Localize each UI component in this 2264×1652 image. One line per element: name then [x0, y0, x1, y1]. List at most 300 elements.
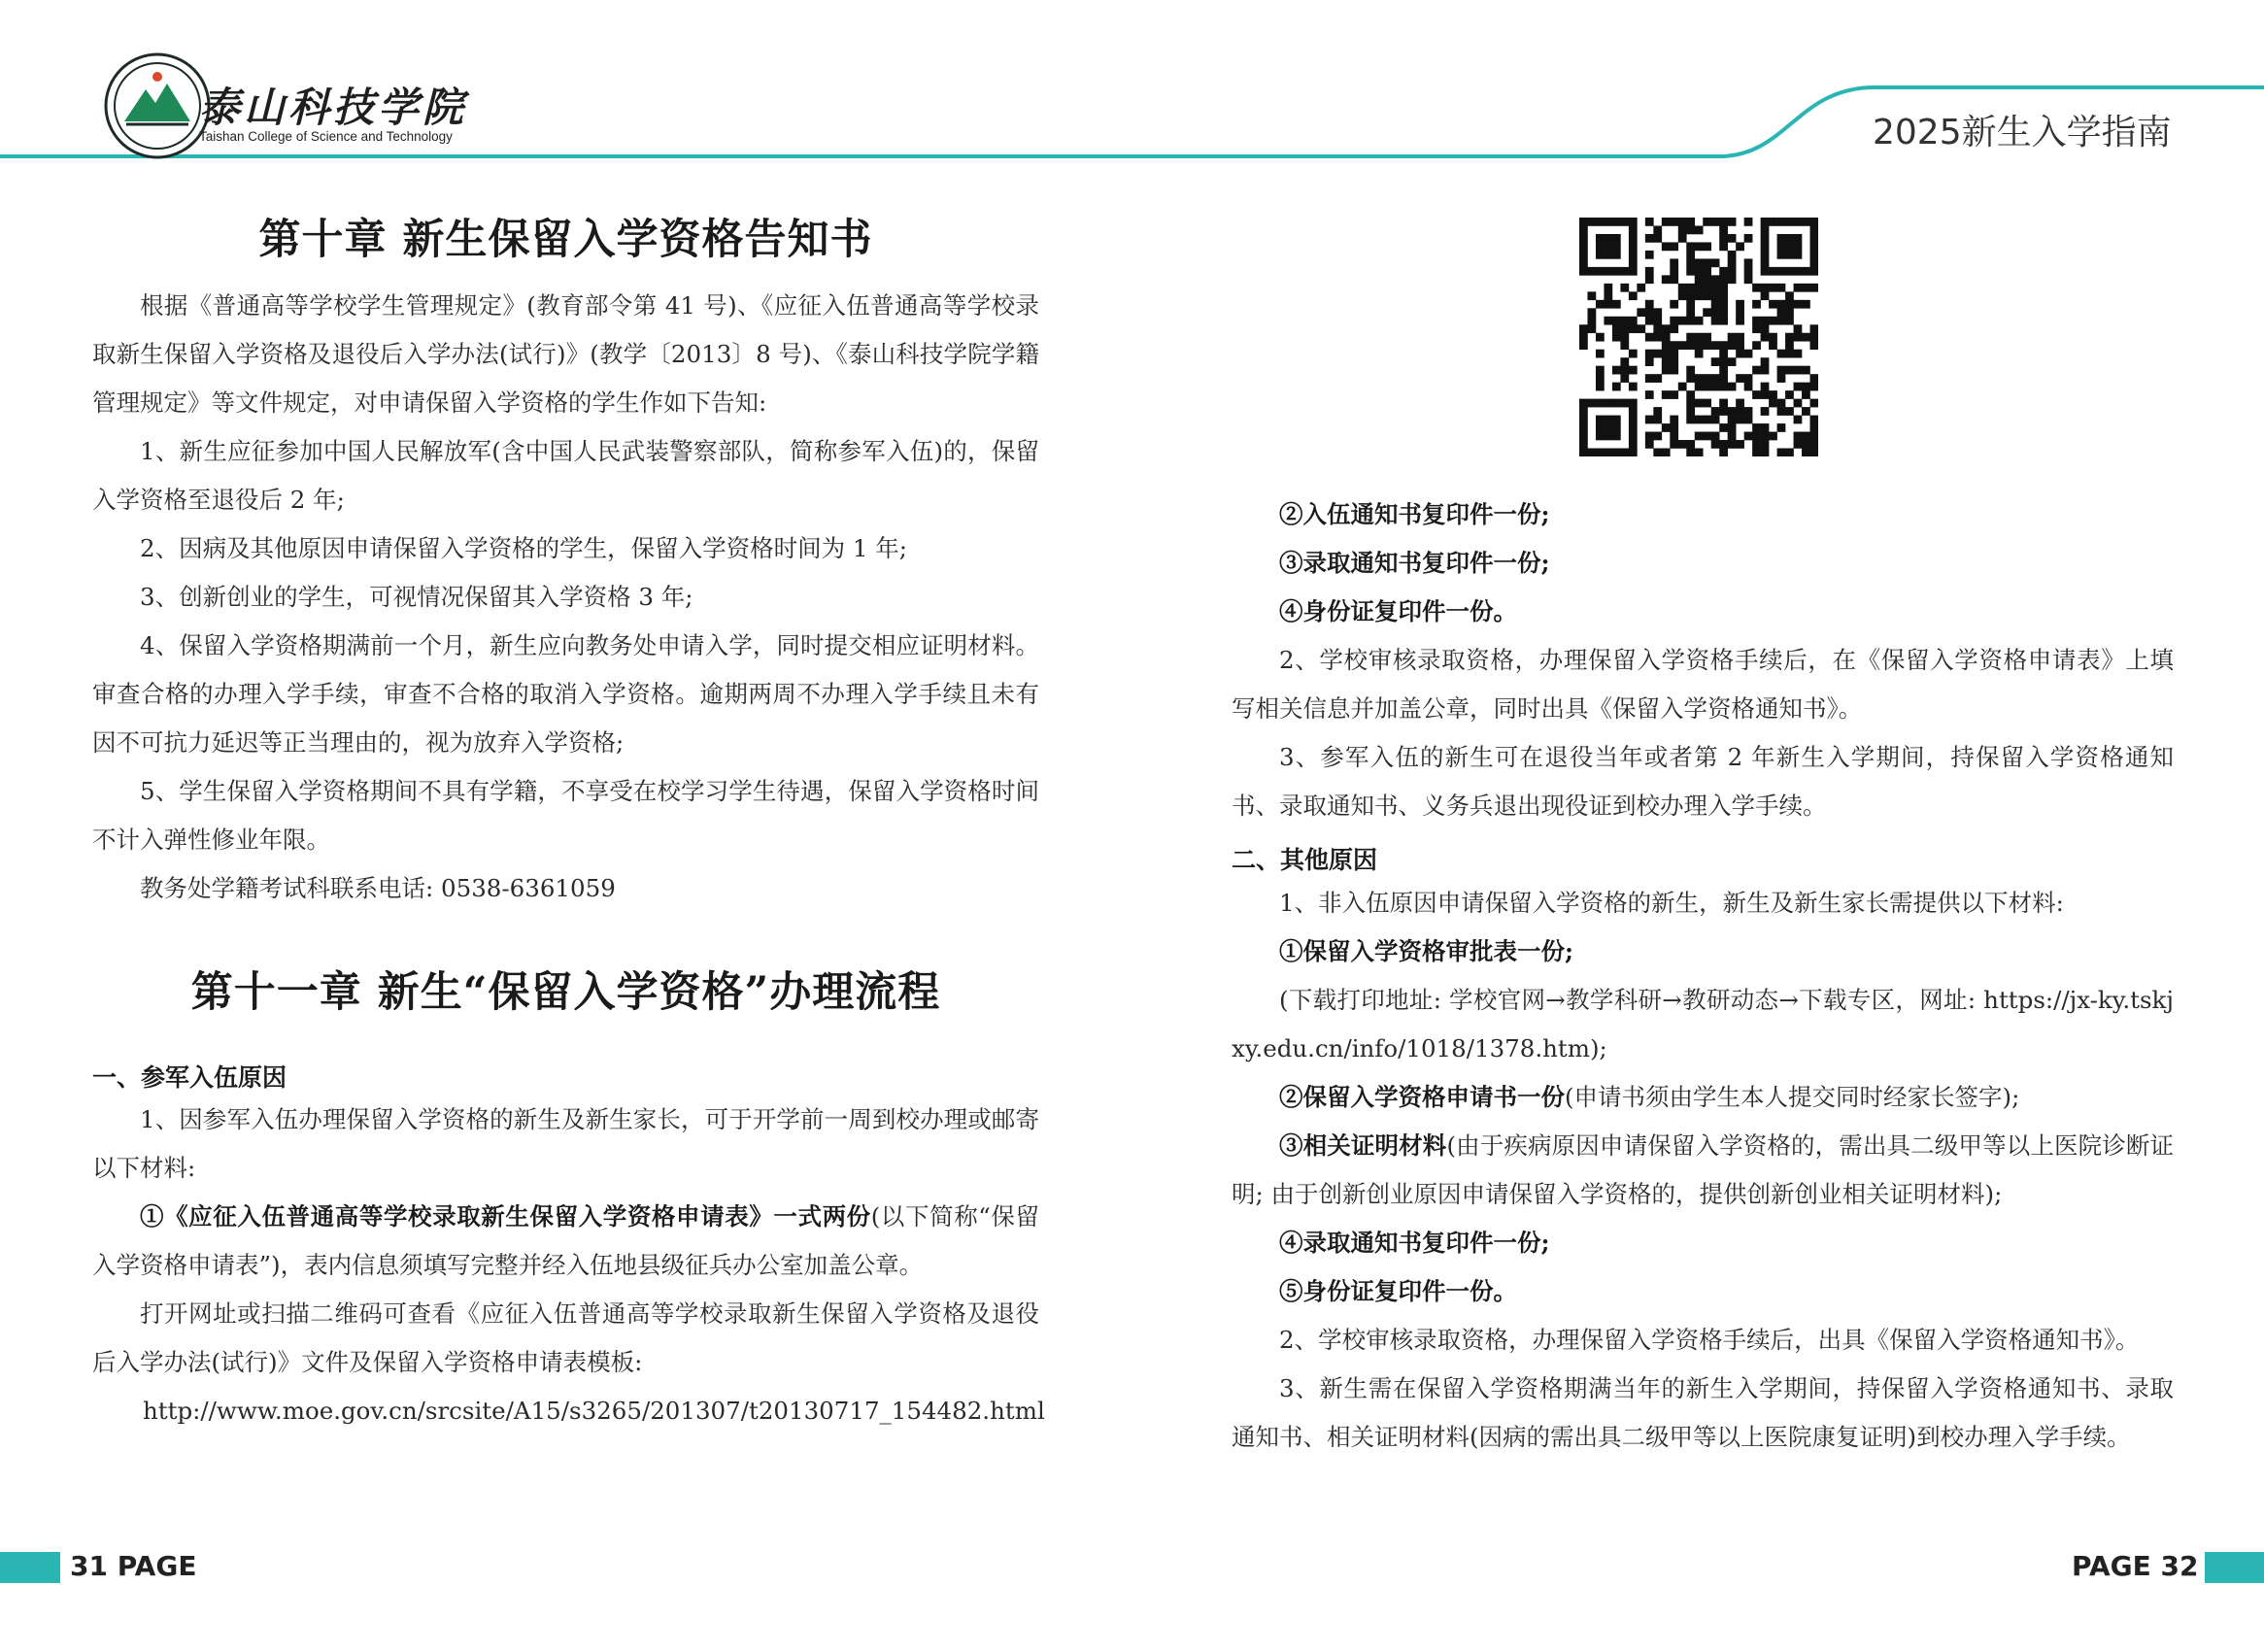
qr-module: [1686, 317, 1695, 325]
qr-module: [1719, 374, 1728, 383]
qr-module: [1794, 284, 1803, 292]
qr-module: [1752, 284, 1761, 292]
qr-module: [1810, 440, 1818, 449]
qr-module: [1703, 308, 1711, 317]
qr-module: [1670, 242, 1678, 251]
qr-module: [1761, 225, 1770, 234]
guide-title: 2025新生入学指南: [1873, 113, 2172, 152]
moe-url-link[interactable]: http://www.moe.gov.cn/srcsite/A15/s3265/201307/t20130717_154482.html: [143, 1397, 1045, 1425]
qr-module: [1810, 234, 1818, 243]
qr-module: [1678, 234, 1687, 243]
qr-module: [1752, 449, 1761, 456]
qr-module: [1777, 399, 1786, 408]
qr-module: [1703, 399, 1711, 408]
qr-module: [1579, 251, 1588, 259]
qr-module: [1703, 333, 1711, 342]
qr-module: [1579, 407, 1588, 416]
qr-module: [1587, 308, 1596, 317]
qr-module: [1761, 390, 1770, 399]
qr-module: [1736, 317, 1744, 325]
qr-module: [1769, 267, 1777, 276]
qr-module: [1711, 432, 1720, 441]
qr-module: [1637, 284, 1645, 292]
qr-module: [1810, 341, 1818, 350]
qr-module: [1678, 291, 1687, 300]
qr-module: [1761, 317, 1770, 325]
sec2-mat2-rest: (申请书须由学生本人提交同时经家长签字);: [1565, 1083, 2020, 1111]
qr-module: [1802, 333, 1810, 342]
qr-module: [1695, 258, 1704, 267]
qr-module: [1629, 407, 1638, 416]
qr-module: [1678, 341, 1687, 350]
qr-module: [1744, 374, 1753, 383]
qr-module: [1703, 284, 1711, 292]
qr-module: [1761, 291, 1770, 300]
qr-module: [1736, 374, 1744, 383]
qr-module: [1587, 218, 1596, 226]
qr-module: [1612, 234, 1621, 243]
qr-module: [1670, 390, 1678, 399]
qr-module: [1728, 251, 1737, 259]
qr-module: [1579, 333, 1588, 342]
qr-module: [1695, 284, 1704, 292]
qr-module: [1703, 383, 1711, 391]
qr-module: [1728, 423, 1737, 432]
qr-module: [1761, 324, 1770, 333]
qr-module: [1629, 234, 1638, 243]
qr-module: [1612, 383, 1621, 391]
qr-module: [1794, 333, 1803, 342]
sec2-download-note: (下载打印地址: 学校官网→教学科研→教研动态→下载专区，网址: https://jx-ky.tskjxy.edu.cn/info/1018/1378.htm);: [1232, 986, 2174, 1062]
qr-module: [1645, 251, 1654, 259]
qr-module: [1785, 291, 1794, 300]
qr-module: [1612, 399, 1621, 408]
mat4: ④身份证复印件一份。: [1279, 597, 1517, 625]
qr-module: [1810, 225, 1818, 234]
qr-module: [1670, 357, 1678, 366]
qr-module: [1802, 440, 1810, 449]
qr-module: [1629, 324, 1638, 333]
qr-module: [1670, 432, 1678, 441]
qr-module: [1719, 366, 1728, 375]
qr-module: [1703, 291, 1711, 300]
qr-module: [1604, 291, 1612, 300]
sec1-material1: [92, 1193, 1039, 1290]
qr-module: [1761, 423, 1770, 432]
sec2-mat1: ①保留入学资格审批表一份;: [1279, 937, 1574, 965]
qr-module: [1785, 341, 1794, 350]
qr-module: [1579, 432, 1588, 441]
qr-module: [1596, 374, 1605, 383]
qr-module: [1736, 416, 1744, 424]
qr-module: [1719, 218, 1728, 226]
qr-module: [1629, 366, 1638, 375]
qr-module: [1761, 407, 1770, 416]
sec2-item3: 3、新生需在保留入学资格期满当年的新生入学期间，持保留入学资格通知书、录取通知书、相关证明材料(因病的需出具二级甲等以上医院康复证明)到校办理入学手续。: [1232, 1374, 2174, 1451]
qr-module: [1711, 258, 1720, 267]
qr-module: [1579, 258, 1588, 267]
qr-module: [1703, 267, 1711, 276]
qr-module: [1777, 284, 1786, 292]
qr-module: [1686, 366, 1695, 375]
qr-module: [1711, 291, 1720, 300]
qr-module: [1620, 341, 1629, 350]
qr-module: [1719, 225, 1728, 234]
qr-module: [1662, 324, 1671, 333]
qr-module: [1670, 341, 1678, 350]
qr-module: [1645, 300, 1654, 309]
qr-module: [1752, 440, 1761, 449]
qr-module: [1612, 317, 1621, 325]
qr-module: [1645, 357, 1654, 366]
qr-module: [1761, 242, 1770, 251]
qr-module: [1785, 234, 1794, 243]
qr-module: [1777, 308, 1786, 317]
qr-module: [1719, 275, 1728, 284]
qr-module: [1777, 449, 1786, 456]
qr-module: [1653, 407, 1662, 416]
sec2-mat2-bold: ②保留入学资格申请书一份: [1279, 1083, 1565, 1111]
qr-module: [1810, 251, 1818, 259]
section1-title: 一、参军入伍原因: [92, 1063, 287, 1092]
qr-module: [1744, 407, 1753, 416]
qr-module: [1777, 374, 1786, 383]
qr-module: [1695, 383, 1704, 391]
qr-module: [1711, 284, 1720, 292]
qr-module: [1686, 300, 1695, 309]
qr-module: [1711, 383, 1720, 391]
qr-module: [1596, 383, 1605, 391]
qr-module: [1703, 275, 1711, 284]
qr-module: [1662, 366, 1671, 375]
qr-module: [1761, 234, 1770, 243]
qr-module: [1794, 251, 1803, 259]
qr-module: [1695, 267, 1704, 276]
qr-module: [1777, 300, 1786, 309]
qr-module: [1653, 324, 1662, 333]
qr-module: [1752, 423, 1761, 432]
qr-module: [1777, 407, 1786, 416]
sec1-item2: 2、学校审核录取资格，办理保留入学资格手续后，在《保留入学资格申请表》上填写相关信息并加盖公章，同时出具《保留入学资格通知书》。: [1232, 646, 2174, 723]
qr-module: [1587, 449, 1596, 456]
chapter10-title: 第十章 新生保留入学资格告知书: [258, 216, 873, 264]
qr-module: [1761, 258, 1770, 267]
qr-module: [1736, 407, 1744, 416]
qr-module: [1587, 317, 1596, 325]
qr-module: [1736, 308, 1744, 317]
qr-module: [1728, 416, 1737, 424]
qr-module: [1736, 350, 1744, 358]
qr-module: [1802, 267, 1810, 276]
qr-module: [1810, 374, 1818, 383]
qr-module: [1686, 258, 1695, 267]
qr-module: [1686, 416, 1695, 424]
qr-module: [1810, 423, 1818, 432]
qr-module: [1744, 416, 1753, 424]
qr-module: [1662, 357, 1671, 366]
qr-module: [1719, 423, 1728, 432]
qr-module: [1620, 399, 1629, 408]
qr-module: [1761, 284, 1770, 292]
qr-module: [1719, 284, 1728, 292]
qr-module: [1579, 234, 1588, 243]
qr-module: [1769, 218, 1777, 226]
qr-module: [1711, 374, 1720, 383]
qr-module: [1810, 324, 1818, 333]
qr-module: [1629, 449, 1638, 456]
qr-module: [1802, 390, 1810, 399]
qr-module: [1695, 399, 1704, 408]
qr-module: [1620, 284, 1629, 292]
qr-module: [1728, 341, 1737, 350]
ch10-item2: 2、因病及其他原因申请保留入学资格的学生，保留入学资格时间为 1 年;: [140, 534, 908, 562]
qr-module: [1752, 432, 1761, 441]
qr-module: [1794, 218, 1803, 226]
qr-module: [1794, 350, 1803, 358]
qr-module: [1686, 225, 1695, 234]
qr-module: [1802, 366, 1810, 375]
qr-module: [1777, 242, 1786, 251]
qr-module: [1719, 440, 1728, 449]
qr-module: [1670, 324, 1678, 333]
qr-module: [1686, 341, 1695, 350]
qr-module: [1794, 383, 1803, 391]
qr-module: [1719, 350, 1728, 358]
qr-module: [1686, 440, 1695, 449]
qr-module: [1777, 251, 1786, 259]
qr-module: [1736, 333, 1744, 342]
qr-module: [1662, 341, 1671, 350]
qr-module: [1736, 440, 1744, 449]
qr-module: [1744, 350, 1753, 358]
qr-module: [1719, 357, 1728, 366]
qr-module: [1703, 341, 1711, 350]
qr-module: [1604, 300, 1612, 309]
qr-module: [1645, 234, 1654, 243]
qr-module: [1744, 383, 1753, 391]
qr-module: [1728, 267, 1737, 276]
mat3: ③录取通知书复印件一份;: [1279, 549, 1550, 577]
footer-right-bar: [2205, 1552, 2264, 1583]
school-seal-icon: [106, 54, 209, 157]
qr-module: [1728, 440, 1737, 449]
qr-module: [1653, 308, 1662, 317]
qr-module: [1653, 225, 1662, 234]
qr-module: [1604, 399, 1612, 408]
qr-module: [1810, 242, 1818, 251]
section2-title: 二、其他原因: [1232, 846, 1378, 874]
qr-module: [1711, 416, 1720, 424]
qr-module: [1620, 218, 1629, 226]
qr-module: [1620, 366, 1629, 375]
qr-module: [1612, 366, 1621, 375]
qr-module: [1686, 333, 1695, 342]
qr-module: [1686, 390, 1695, 399]
qr-module: [1579, 225, 1588, 234]
qr-module: [1719, 407, 1728, 416]
qr-module: [1662, 350, 1671, 358]
qr-module: [1761, 432, 1770, 441]
qr-module: [1604, 242, 1612, 251]
qr-module: [1728, 258, 1737, 267]
qr-module: [1620, 333, 1629, 342]
qr-module: [1596, 218, 1605, 226]
qr-module: [1736, 300, 1744, 309]
qr-module: [1686, 374, 1695, 383]
qr-module: [1629, 251, 1638, 259]
mat2: ②入伍通知书复印件一份;: [1279, 500, 1550, 528]
qr-module: [1686, 399, 1695, 408]
footer-left-bar: [0, 1552, 60, 1583]
qr-module: [1802, 449, 1810, 456]
qr-module: [1761, 333, 1770, 342]
qr-module: [1645, 350, 1654, 358]
qr-module: [1579, 423, 1588, 432]
qr-module: [1629, 416, 1638, 424]
qr-module: [1744, 267, 1753, 276]
qr-module: [1810, 267, 1818, 276]
qr-module: [1711, 407, 1720, 416]
qr-module: [1670, 350, 1678, 358]
qr-module: [1596, 333, 1605, 342]
qr-module: [1761, 383, 1770, 391]
qr-module: [1620, 324, 1629, 333]
qr-module: [1629, 432, 1638, 441]
qr-module: [1736, 399, 1744, 408]
qr-module: [1670, 317, 1678, 325]
qr-module: [1612, 218, 1621, 226]
qr-module: [1629, 350, 1638, 358]
qr-module: [1686, 291, 1695, 300]
qr-module: [1653, 234, 1662, 243]
qr-module: [1612, 300, 1621, 309]
ch10-item4: 4、保留入学资格期满前一个月，新生应向教务处申请入学，同时提交相应证明材料。审查合格的办理入学手续，审查不合格的取消入学资格。逾期两周不办理入学手续且未有因不可抗力延迟等正当理由的，视为放弃入学资格;: [92, 631, 1039, 757]
qr-module: [1777, 423, 1786, 432]
sec1-open-note: 打开网址或扫描二维码可查看《应征入伍普通高等学校录取新生保留入学资格及退役后入学办法(试行)》文件及保留入学资格申请表模板:: [92, 1299, 1039, 1376]
qr-module: [1579, 440, 1588, 449]
qr-module: [1629, 399, 1638, 408]
qr-module: [1802, 383, 1810, 391]
qr-module: [1670, 258, 1678, 267]
qr-module: [1802, 218, 1810, 226]
qr-module: [1761, 267, 1770, 276]
qr-module: [1653, 374, 1662, 383]
qr-module: [1645, 390, 1654, 399]
qr-module: [1587, 324, 1596, 333]
qr-module: [1629, 440, 1638, 449]
qr-module: [1604, 284, 1612, 292]
qr-module: [1695, 275, 1704, 284]
qr-module: [1596, 267, 1605, 276]
qr-module: [1744, 432, 1753, 441]
qr-module: [1769, 333, 1777, 342]
ch10-item1: 1、新生应征参加中国人民解放军(含中国人民武装警察部队，简称参军入伍)的，保留入学资格至退役后 2 年;: [92, 437, 1039, 514]
qr-module: [1794, 234, 1803, 243]
qr-module: [1604, 423, 1612, 432]
qr-module: [1629, 225, 1638, 234]
qr-module: [1711, 218, 1720, 226]
qr-module: [1777, 234, 1786, 243]
qr-module: [1794, 242, 1803, 251]
qr-module: [1728, 357, 1737, 366]
qr-module: [1670, 440, 1678, 449]
sec2-mat3: [1232, 1122, 2174, 1219]
qr-module: [1604, 251, 1612, 259]
qr-module: [1612, 449, 1621, 456]
qr-module: [1670, 218, 1678, 226]
qr-module: [1777, 267, 1786, 276]
qr-module: [1777, 350, 1786, 358]
qr-module: [1744, 275, 1753, 284]
qr-module: [1711, 317, 1720, 325]
sec2-mat5: ⑤身份证复印件一份。: [1279, 1277, 1517, 1305]
school-name-cn: 泰山科技学院: [199, 84, 468, 131]
qr-module: [1645, 308, 1654, 317]
qr-module: [1761, 440, 1770, 449]
qr-module: [1645, 416, 1654, 424]
qr-module: [1785, 218, 1794, 226]
qr-module: [1596, 366, 1605, 375]
qr-module: [1579, 267, 1588, 276]
qr-module: [1769, 317, 1777, 325]
qr-module: [1719, 300, 1728, 309]
right-page-number: PAGE 32: [2072, 1550, 2199, 1582]
qr-module: [1785, 390, 1794, 399]
qr-module: [1695, 341, 1704, 350]
qr-module: [1769, 284, 1777, 292]
chapter11-title: 第十一章 新生“保留入学资格”办理流程: [190, 968, 941, 1017]
qr-module: [1629, 423, 1638, 432]
qr-code-icon: [1579, 218, 1818, 456]
qr-module: [1703, 374, 1711, 383]
qr-module: [1769, 300, 1777, 309]
qr-module: [1752, 366, 1761, 375]
qr-module: [1728, 234, 1737, 243]
qr-module: [1686, 284, 1695, 292]
sec1-item1: 1、因参军入伍办理保留入学资格的新生及新生家长，可于开学前一周到校办理或邮寄以下材料:: [92, 1105, 1039, 1182]
qr-module: [1579, 449, 1588, 456]
qr-module: [1703, 432, 1711, 441]
qr-module: [1653, 317, 1662, 325]
qr-module: [1620, 374, 1629, 383]
qr-module: [1703, 242, 1711, 251]
qr-module: [1761, 357, 1770, 366]
qr-module: [1686, 251, 1695, 259]
qr-module: [1645, 267, 1654, 276]
qr-module: [1612, 324, 1621, 333]
qr-module: [1678, 225, 1687, 234]
qr-module: [1604, 416, 1612, 424]
qr-module: [1761, 449, 1770, 456]
qr-module: [1719, 308, 1728, 317]
qr-module: [1769, 399, 1777, 408]
qr-module: [1769, 390, 1777, 399]
qr-module: [1645, 374, 1654, 383]
qr-module: [1662, 218, 1671, 226]
qr-module: [1612, 242, 1621, 251]
qr-module: [1794, 440, 1803, 449]
sec1-item3: 3、参军入伍的新生可在退役当年或者第 2 年新生入学期间，持保留入学资格通知书、录取通知书、义务兵退出现役证到校办理入学手续。: [1232, 743, 2174, 820]
qr-module: [1728, 383, 1737, 391]
qr-module: [1703, 416, 1711, 424]
qr-module: [1785, 350, 1794, 358]
qr-module: [1802, 300, 1810, 309]
qr-module: [1736, 341, 1744, 350]
qr-module: [1761, 218, 1770, 226]
qr-module: [1695, 291, 1704, 300]
qr-module: [1662, 242, 1671, 251]
qr-module: [1596, 350, 1605, 358]
